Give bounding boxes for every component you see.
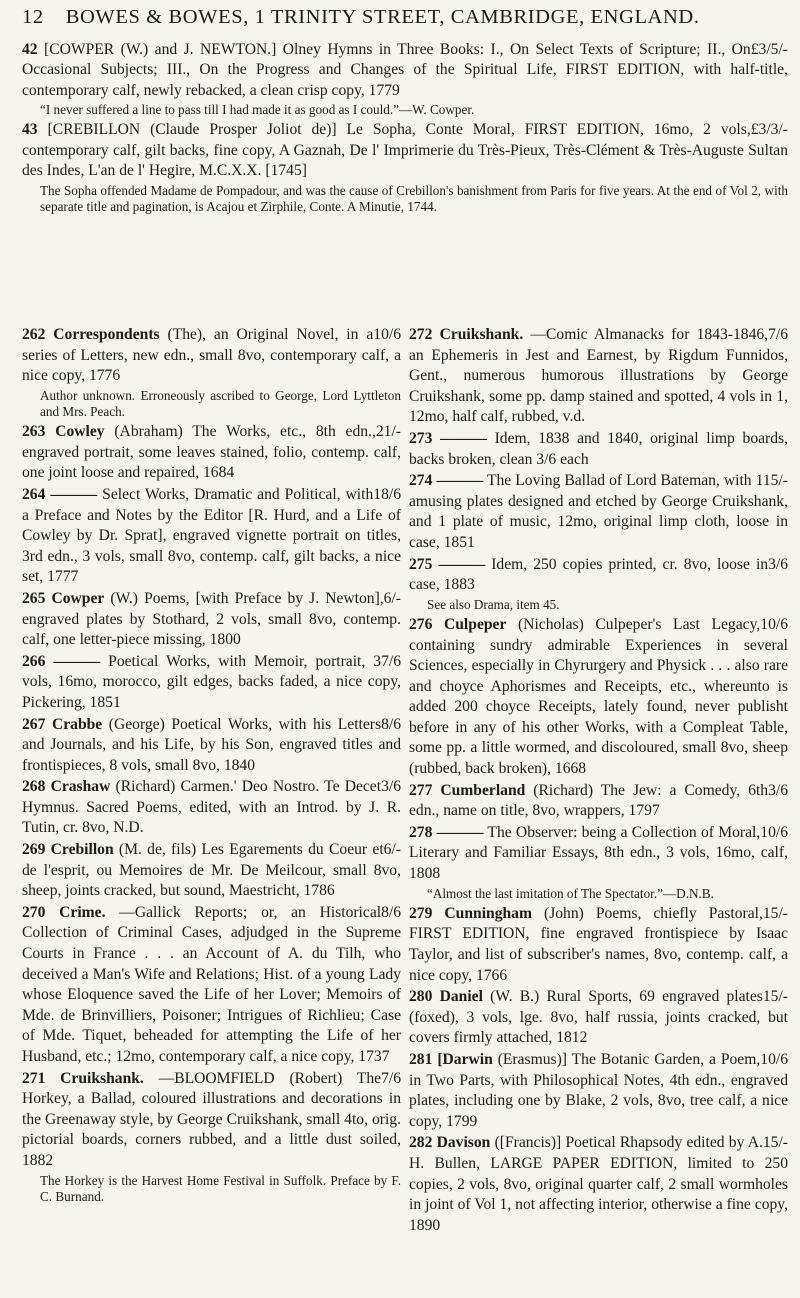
entry-number: 266 bbox=[22, 652, 46, 670]
catalogue-entry bbox=[22, 840, 401, 902]
entry-price: 15/- bbox=[762, 1134, 788, 1152]
entry-price: 10/6 bbox=[760, 1051, 788, 1068]
entry-heading: Cumberland bbox=[440, 781, 526, 799]
catalogue-entry bbox=[409, 781, 788, 822]
entry-note: The Horkey is the Harvest Home Festival in Suffolk. Preface by F. C. Burnand. bbox=[40, 1172, 401, 1204]
catalogue-entry bbox=[409, 555, 788, 596]
catalogue-entry bbox=[22, 777, 401, 839]
entry-number: 271 bbox=[22, 1069, 46, 1087]
entry-number: 268 bbox=[22, 778, 46, 796]
entry-price: 8/6 bbox=[381, 715, 401, 733]
entry-number: 282 bbox=[409, 1134, 433, 1152]
full-width-entries bbox=[22, 40, 788, 217]
bookseller-heading: BOWES & BOWES, 1 TRINITY STREET, CAMBRIDGE, ENGLAND. bbox=[65, 6, 700, 28]
entry-price: 8/6 bbox=[381, 903, 401, 921]
entry-description: The Observer: being a Collection of Moral, Literary and Familiar Essays, 8th edn., 3 vols, 16mo, calf, 1808 bbox=[409, 823, 788, 883]
entry-price: 7/6 bbox=[381, 652, 401, 670]
running-head bbox=[22, 6, 788, 29]
entry-price: 21/- bbox=[375, 423, 401, 441]
catalogue-entry bbox=[22, 325, 401, 387]
entry-price: 15/- bbox=[762, 988, 788, 1006]
right-column bbox=[409, 325, 788, 1237]
entry-description: —Comic Almanacks for 1843-1846, an Ephemeris in Jest and Earnest, by Rigdum Funnidos, Gent., numerous humorous illustrations by George Cruikshank, some pp. damp stained and spotted, 4 vols in 1, 12mo, half calf, rubbed, v.d. bbox=[409, 326, 788, 426]
catalogue-entry bbox=[22, 589, 401, 651]
entry-description: Idem, 1838 and 1840, original limp boards, backs broken, clean 3/6 each bbox=[409, 429, 789, 468]
entry-heading: Correspondents bbox=[53, 326, 160, 343]
page-number: 12 bbox=[22, 6, 44, 28]
entry-note: See also Drama, item 45. bbox=[427, 596, 560, 612]
entry-heading: Cruikshank. bbox=[60, 1069, 144, 1087]
entry-description: (Erasmus)] The Botanic Garden, a Poem, in Two Parts, with Philosophical Notes, 4th edn., engraved plates, including one by Blake, 2 vols, 8vo, tree calf, a nice copy, 1799 bbox=[409, 1051, 788, 1130]
entry-heading: Daniel bbox=[439, 988, 483, 1006]
entry-number: 267 bbox=[22, 715, 46, 733]
entry-price: 18/6 bbox=[373, 485, 401, 503]
entry-description: Idem, 250 copies printed, cr. 8vo, loose in case, 1883 bbox=[409, 555, 769, 594]
entry-description: Select Works, Dramatic and Political, with a Preface and Notes by the Editor [R. Hurd, and a Life of Cowley by Dr. Sprat], engraved vignette portrait on titles, 3rd edn., 3 vols, small 8vo, contemp. calf, gilt backs, a nice set, 1777 bbox=[22, 485, 401, 586]
entry-note: The Sopha offended Madame de Pompadour, and was the cause of Crebillon's banishment from Paris for five years. At the end of Vol 2, with separate title and pagination, is Acajou et Zirphile, Conte. A Minutie, 1744. bbox=[40, 182, 788, 214]
entry-description: The Loving Ballad of Lord Bateman, with 11 amusing plates designed and etched by George Cruikshank, and 1 plate of music, 12mo, original limp cloth, loose in case, 1851 bbox=[409, 472, 788, 551]
catalogue-entry bbox=[22, 40, 788, 101]
entry-price: 10/6 bbox=[373, 326, 401, 343]
entry-heading: Crashaw bbox=[50, 778, 111, 796]
two-column-listing bbox=[22, 325, 788, 1237]
entry-price: 3/6 bbox=[768, 555, 788, 573]
entry-number: 281 bbox=[409, 1051, 433, 1068]
catalogue-entry bbox=[22, 715, 401, 777]
entry-number: 275 bbox=[409, 555, 433, 573]
entry-number: 277 bbox=[409, 781, 433, 799]
entry-price: 10/6 bbox=[760, 615, 788, 633]
entry-number: 265 bbox=[22, 589, 46, 607]
catalogue-entry bbox=[409, 987, 788, 1049]
entry-heading: ——— bbox=[436, 823, 484, 841]
catalogue-entry bbox=[22, 652, 401, 714]
left-column bbox=[22, 325, 401, 1237]
entry-price: 7/6 bbox=[768, 326, 788, 343]
entry-number: 274 bbox=[409, 472, 433, 490]
entry-description: (George) Poetical Works, with his Letters and Journals, and his Life, by his Son, engraved titles and frontispieces, 8 vols, small 8vo, 1840 bbox=[22, 715, 401, 774]
catalogue-entry bbox=[409, 1133, 788, 1236]
entry-heading: Crabbe bbox=[51, 715, 103, 733]
entry-heading: [Darwin bbox=[437, 1051, 493, 1068]
entry-description: (M. de, fils) Les Egarements du Coeur et de l'esprit, ou Memoires de Mr. De Meilcour, small 8vo, sheep, joints cracked, but sound, Maestricht, 1786 bbox=[22, 841, 401, 900]
entry-heading: Cruikshank. bbox=[439, 326, 524, 343]
entry-heading: ——— bbox=[436, 472, 484, 490]
entry-heading: ——— bbox=[438, 555, 486, 573]
catalogue-entry bbox=[409, 823, 788, 885]
entry-heading: Cowley bbox=[55, 423, 105, 441]
entry-price: 5/- bbox=[770, 472, 788, 490]
entry-number: 279 bbox=[409, 904, 433, 922]
entry-heading: ——— bbox=[53, 652, 101, 670]
entry-description: (John) Poems, chiefly Pastoral, FIRST EDITION, fine engraved frontispiece by Isaac Taylor, and list of subscriber's names, 8vo, contemp. calf, a nice copy, 1766 bbox=[409, 904, 788, 984]
catalogue-entry bbox=[409, 904, 788, 986]
entry-price: 10/6 bbox=[760, 823, 788, 841]
entry-price: 7/6 bbox=[381, 1069, 401, 1087]
entry-description: (Richard) Carmen.' Deo Nostro. Te Decet Hymnus. Sacred Poems, edited, with an Introd. by J. R. Tutin, cr. 8vo, N.D. bbox=[22, 778, 401, 837]
entry-number: 264 bbox=[22, 485, 46, 503]
entry-number: 276 bbox=[409, 615, 433, 633]
entry-price: 6/- bbox=[383, 589, 401, 607]
entry-note: “I never suffered a line to pass till I had made it as good as I could.”—W. Cowper. bbox=[40, 102, 475, 118]
entry-description: [COWPER (W.) and J. NEWTON.] Olney Hymns in Three Books: I., On Select Texts of Scripture; II., On Occasional Subjects; III., On the Progress and Changes of the Spiritual Life, FIRST EDITION, with half-title, contemporary calf, newly rebacked, a clean crisp copy, 1779 bbox=[22, 41, 788, 99]
entry-price: 3/6 bbox=[381, 778, 401, 796]
catalogue-entry bbox=[22, 422, 401, 484]
catalogue-entry bbox=[22, 485, 401, 588]
entry-number: 272 bbox=[409, 326, 433, 343]
entry-description: —Gallick Reports; or, an Historical Collection of Criminal Cases, adjudged in the Supreme Courts in France . . . an Account of A. du Tilh, who deceived a Man's Wife and Relations; Hist. of a young Lady whose Eloquence saved the Life of her Lover; Memoirs of Mde. de Brinvilliers, Poisoner; Intrigues of Richlieu; Case of Mde. Tiquet, beheaded for attempting the Life of her Husband, etc.; 12mo, contemporary calf, a nice copy, 1737 bbox=[22, 903, 401, 1065]
entry-price: £3/5/- bbox=[750, 41, 788, 58]
entry-heading: Cowper bbox=[51, 589, 105, 607]
catalogue-entry bbox=[409, 615, 788, 780]
catalogue-entry bbox=[409, 429, 788, 470]
entry-heading: Crebillon bbox=[50, 841, 114, 859]
entry-number: 278 bbox=[409, 823, 433, 841]
entry-number: 43 bbox=[22, 121, 38, 139]
entry-description: (The), an Original Novel, in a series of Letters, new edn., small 8vo, contemporary calf, a nice copy, 1776 bbox=[22, 326, 401, 385]
entry-description: Poetical Works, with Memoir, portrait, 3 vols, 16mo, morocco, gilt edges, backs faded, a nice copy, Pickering, 1851 bbox=[22, 652, 401, 711]
catalogue-entry bbox=[22, 903, 401, 1068]
entry-heading: Davison bbox=[436, 1134, 491, 1152]
entry-description: (Nicholas) Culpeper's Last Legacy, containing sundry admirable Experiences in several Sciences, especially in Chyrurgery and Physick . . . also rare and choyce Aphorismes and Receipts, etc., whereunto is added 200 choyce Receipts, lately found, never publisht before in any of his other Works, with a Compleat Table, some pp. a little wormed, and discoloured, small 8vo, sheep (rubbed, back broken), 1668 bbox=[409, 615, 788, 778]
entry-description: ([Francis)] Poetical Rhapsody edited by A. H. Bullen, LARGE PAPER EDITION, limited to 250 copies, 2 vols, 8vo, original quarter calf, 2 small wormholes in joint of Vol 1, not affecting interior, otherwise a fine copy, 1890 bbox=[409, 1134, 788, 1234]
entry-heading: ——— bbox=[440, 429, 487, 447]
entry-number: 270 bbox=[22, 903, 46, 921]
catalogue-entry bbox=[22, 120, 788, 181]
entry-heading: Culpeper bbox=[444, 615, 507, 633]
catalogue-entry bbox=[409, 471, 788, 553]
entry-heading: ——— bbox=[50, 485, 98, 503]
entry-number: 263 bbox=[22, 423, 46, 441]
entry-description: (Abraham) The Works, etc., 8th edn., engraved portrait, some leaves stained, folio, contemp. calf, one joint loose and repaired, 1684 bbox=[22, 423, 401, 482]
entry-note: “Almost the last imitation of The Spectator.”—D.N.B. bbox=[427, 885, 714, 901]
entry-price: 6/- bbox=[383, 841, 401, 859]
catalogue-entry bbox=[409, 1050, 788, 1132]
entry-description: —BLOOMFIELD (Robert) The Horkey, a Ballad, coloured illustrations and decorations in the Greenaway style, by George Cruikshank, small 4to, orig. pictorial boards, corners rubbed, and a little dust soiled, 1882 bbox=[22, 1069, 401, 1169]
entry-number: 269 bbox=[22, 841, 46, 859]
entry-price: 15/- bbox=[762, 904, 788, 922]
entry-number: 262 bbox=[22, 326, 46, 343]
entry-description: (W. B.) Rural Sports, 69 engraved plates (foxed), 3 vols, lge. 8vo, half russia, joints cracked, but covers firmly attached, 1812 bbox=[409, 988, 788, 1047]
entry-note: Author unknown. Erroneously ascribed to George, Lord Lyttleton and Mrs. Peach. bbox=[40, 387, 401, 419]
entry-price: 3/6 bbox=[768, 781, 788, 799]
entry-heading: Cunningham bbox=[444, 904, 532, 922]
catalogue-entry bbox=[22, 1069, 401, 1172]
entry-description: (Richard) The Jew: a Comedy, 6th edn., name on title, 8vo, wrappers, 1797 bbox=[409, 781, 769, 820]
entry-description: (W.) Poems, [with Preface by J. Newton], engraved plates by Stothard, 2 vols, small 8vo, contemp. calf, one letter-piece missing, 1800 bbox=[22, 589, 401, 649]
entry-description: [CREBILLON (Claude Prosper Joliot de)] Le Sopha, Conte Moral, FIRST EDITION, 16mo, 2 vols, contemporary calf, gilt backs, fine copy, A Gaznah, De l' Imprimerie du Très-Pieux, Très-Clément & Très-Auguste Sultan des Indes, L'an de l' Hegire, M.C.X.X. [1745] bbox=[22, 121, 788, 180]
entry-price: £3/3/- bbox=[750, 121, 788, 139]
entry-number: 273 bbox=[409, 429, 433, 447]
catalogue-entry bbox=[409, 325, 788, 428]
entry-number: 42 bbox=[22, 41, 38, 58]
entry-heading: Crime. bbox=[59, 903, 106, 921]
entry-number: 280 bbox=[409, 988, 433, 1006]
